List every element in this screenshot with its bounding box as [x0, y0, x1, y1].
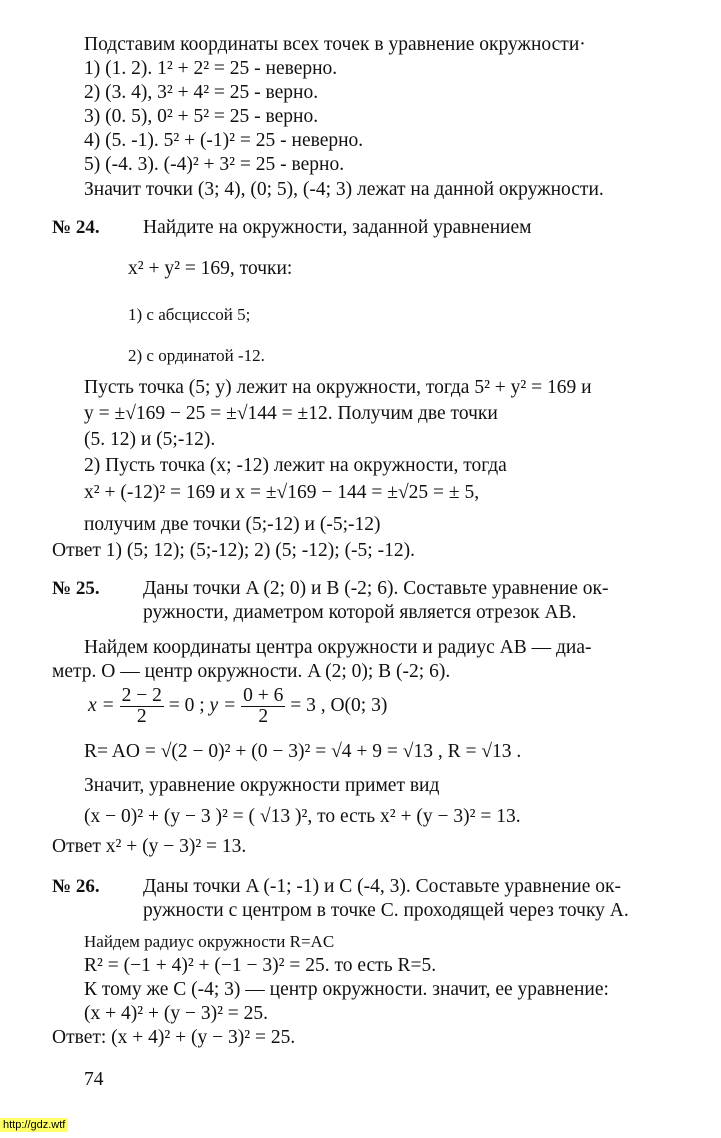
- solution-line: (x + 4)² + (y − 3)² = 25.: [84, 1003, 269, 1024]
- y-result: = 3 , O(0; 3): [290, 694, 388, 716]
- numerator: 2 − 2: [121, 685, 162, 706]
- solution-line: R² = (−1 + 4)² + (−1 − 3)² = 25. то есть R=5.: [84, 955, 437, 976]
- check-line: 1) (1. 2). 1² + 2² = 25 - неверно.: [84, 58, 338, 79]
- solution-line: (x − 0)² + (y − 3 )² = ( √13 )², то есть x² + (y − 3)² = 13.: [84, 806, 521, 827]
- problem-24-item-1: 1) с абсциссой 5;: [128, 305, 251, 324]
- problem-24-answer: Ответ 1) (5; 12); (5;-12); 2) (5; -12); (-5; -12).: [52, 540, 415, 561]
- solution-line: Значит, уравнение окружности примет вид: [84, 775, 440, 796]
- problem-26-task: ружности с центром в точке C. проходящей через точку A.: [143, 900, 629, 921]
- solution-line: (5. 12) и (5;-12).: [84, 429, 216, 450]
- solution-line: метр. O — центр окружности. A (2; 0); B (-2; 6).: [52, 661, 451, 682]
- x-result: = 0 ;: [168, 694, 205, 716]
- problem-number-25: № 25.: [52, 578, 100, 599]
- solution-line: Найдем радиус окружности R=AC: [84, 932, 335, 951]
- check-line: 3) (0. 5), 0² + 5² = 25 - верно.: [84, 106, 319, 127]
- problem-26-answer: Ответ: (x + 4)² + (y − 3)² = 25.: [52, 1027, 296, 1048]
- problem-number-24: № 24.: [52, 217, 100, 238]
- solution-line: Пусть точка (5; y) лежит на окружности, тогда 5² + y² = 169 и: [84, 377, 592, 398]
- center-formula: [88, 686, 387, 727]
- radius-formula: R= AO = √(2 − 0)² + (0 − 3)² = √4 + 9 = √13 , R = √13 .: [84, 741, 522, 762]
- solution-line: y = ±√169 − 25 = ±√144 = ±12. Получим две точки: [84, 403, 498, 424]
- y-label: y =: [209, 694, 237, 716]
- denominator: 2: [258, 706, 269, 727]
- intro-conclusion: Значит точки (3; 4), (0; 5), (-4; 3) лежат на данной окружности.: [84, 179, 604, 200]
- solution-line: 2) Пусть точка (x; -12) лежит на окружности, тогда: [84, 455, 507, 476]
- y-fraction: [241, 686, 285, 727]
- solution-line: Найдем координаты центра окружности и радиус AB — диа-: [84, 637, 592, 658]
- problem-25-answer: Ответ x² + (y − 3)² = 13.: [52, 836, 247, 857]
- solution-line: x² + (-12)² = 169 и x = ±√169 − 144 = ±√25 = ± 5,: [84, 482, 480, 503]
- problem-24-equation: x² + y² = 169, точки:: [128, 258, 293, 279]
- problem-24-item-2: 2) с ординатой -12.: [128, 346, 265, 365]
- check-line: 5) (-4. 3). (-4)² + 3² = 25 - верно.: [84, 154, 345, 175]
- check-line: 2) (3. 4), 3² + 4² = 25 - верно.: [84, 82, 319, 103]
- check-line: 4) (5. -1). 5² + (-1)² = 25 - неверно.: [84, 130, 364, 151]
- solution-line: К тому же C (-4; 3) — центр окружности. значит, ее уравнение:: [84, 979, 609, 1000]
- problem-25-task: ружности, диаметром которой является отрезок AB.: [143, 602, 577, 623]
- problem-24-task: Найдите на окружности, заданной уравнением: [143, 217, 532, 238]
- problem-number-26: № 26.: [52, 876, 100, 897]
- problem-25-task: Даны точки A (2; 0) и B (-2; 6). Составьте уравнение ок-: [143, 578, 609, 599]
- page-number: 74: [84, 1069, 104, 1090]
- intro-lead: Подставим координаты всех точек в уравнение окружности·: [84, 34, 586, 55]
- x-label: x =: [88, 694, 115, 716]
- watermark-link[interactable]: http://gdz.wtf: [0, 1118, 68, 1132]
- x-fraction: [120, 686, 164, 727]
- solution-line: получим две точки (5;-12) и (-5;-12): [84, 514, 381, 535]
- denominator: 2: [136, 706, 147, 727]
- problem-26-task: Даны точки A (-1; -1) и C (-4, 3). Составьте уравнение ок-: [143, 876, 621, 897]
- numerator: 0 + 6: [243, 685, 284, 706]
